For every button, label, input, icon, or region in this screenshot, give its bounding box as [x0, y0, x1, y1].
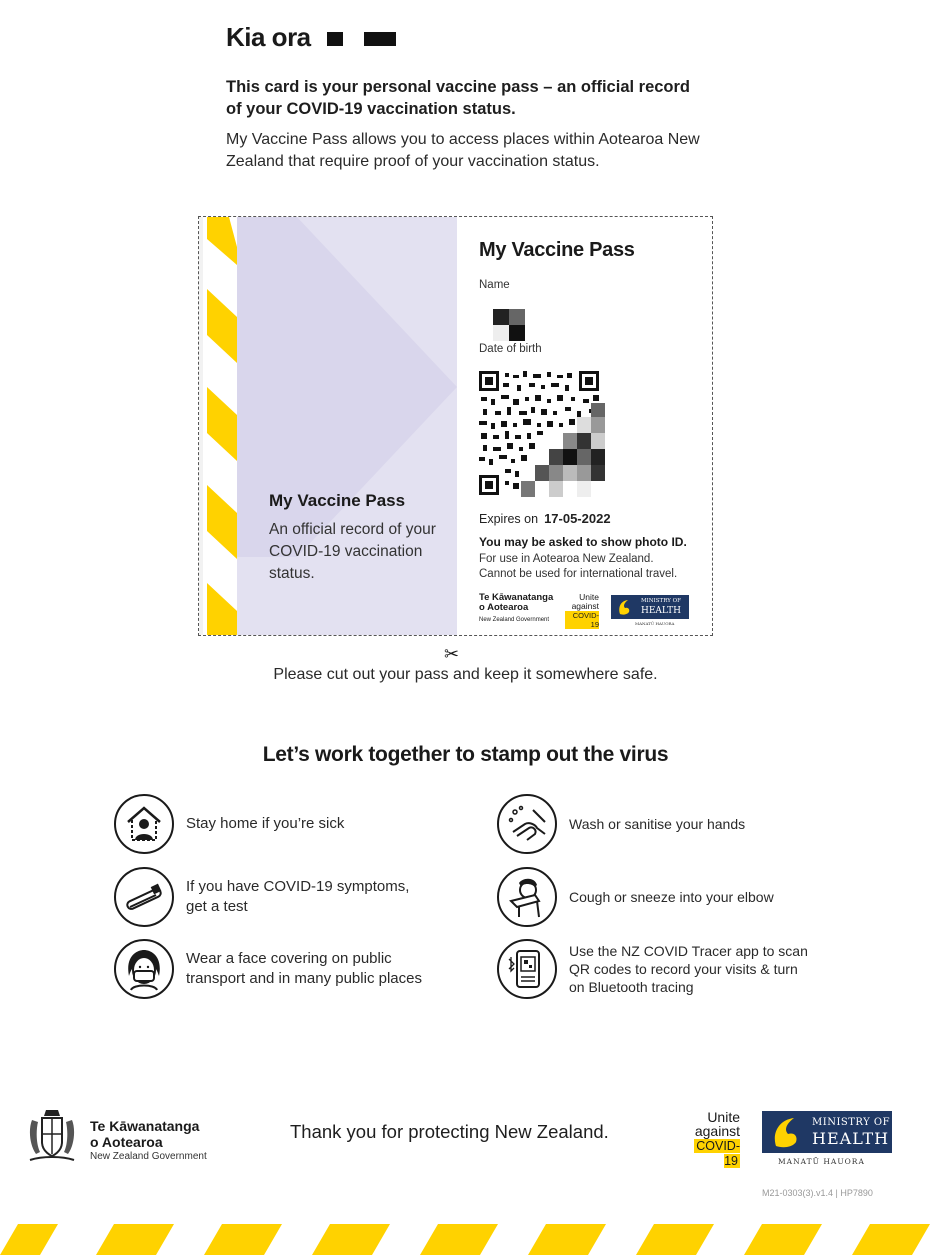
tip-cough-elbow — [497, 867, 827, 927]
card-gov-line2: o Aotearoa — [479, 602, 529, 613]
expires-value: 17-05-2022 — [544, 511, 611, 526]
vaccine-pass-card — [198, 216, 713, 636]
tip-stay-home — [114, 794, 474, 854]
qr-code — [479, 371, 605, 497]
test-swab-icon — [114, 867, 174, 927]
tip-wash-hands — [497, 794, 827, 854]
tip-text: Wear a face covering on public transport and in many public places — [186, 950, 422, 987]
card-unite-line2: against — [571, 601, 599, 611]
card-title: My Vaccine Pass — [479, 239, 635, 261]
koru-icon — [770, 1116, 802, 1148]
greeting-text: Kia ora — [226, 22, 311, 52]
card-hazard-stripe — [199, 217, 237, 635]
redacted-name-block — [327, 32, 343, 46]
tip-text: Stay home if you’re sick — [186, 815, 345, 832]
footer-gov-line3: New Zealand Government — [90, 1151, 207, 1162]
section-title: Let’s work together to stamp out the virus — [262, 743, 669, 766]
footer-gov-line2: o Aotearoa — [90, 1134, 163, 1150]
footer-moh-line3: MANATŪ HAUORA — [778, 1157, 865, 1166]
card-front-title: My Vaccine Pass — [269, 491, 406, 510]
card-back-panel — [457, 217, 712, 635]
tip-text: If you have COVID-19 symptoms, get a test — [186, 878, 410, 915]
tip-text: Use the NZ COVID Tracer app to scan QR codes to record your visits & turn on Bluetooth tracing — [569, 943, 808, 995]
card-gov-line3: New Zealand Government — [479, 617, 550, 623]
koru-icon — [616, 598, 634, 616]
house-person-icon — [114, 794, 174, 854]
tip-text: Wash or sanitise your hands — [569, 816, 746, 832]
card-front-body: An official record of your COVID-19 vaccination status. — [269, 521, 436, 582]
use-note-nz: For use in Aotearoa New Zealand. — [479, 553, 654, 565]
card-unite-line1: Unite — [579, 592, 599, 602]
thank-you-message: Thank you for protecting New Zealand. — [290, 1121, 609, 1142]
scissors-icon: ✂ — [444, 644, 460, 664]
footer-moh-line1: MINISTRY OF — [812, 1117, 891, 1128]
tip-face-covering — [114, 939, 474, 999]
footer-moh-line2: HEALTH — [812, 1129, 890, 1148]
footer-gov-line1: Te Kāwanatanga — [90, 1118, 200, 1134]
nz-government-logo — [22, 1106, 222, 1168]
greeting — [226, 22, 396, 53]
use-note-travel: Cannot be used for international travel. — [479, 568, 678, 580]
footer-unite-line2: against — [694, 1123, 740, 1139]
tracer-app-icon — [497, 939, 557, 999]
card-unite-logo — [565, 593, 599, 629]
photo-id-note: You may be asked to show photo ID. — [479, 535, 687, 549]
ministry-of-health-logo — [762, 1111, 892, 1153]
intro-body: My Vaccine Pass allows you to access places within Aotearoa New Zealand that require proof of your vaccination status. — [226, 131, 700, 170]
card-unite-line3: COVID-19 — [565, 611, 599, 629]
cut-instruction: Please cut out your pass and keep it somewhere safe. — [273, 666, 658, 683]
card-moh-line1: MINISTRY OF — [641, 598, 681, 604]
card-front-panel — [199, 217, 457, 635]
expiry — [479, 511, 611, 526]
coat-of-arms-icon — [22, 1106, 82, 1168]
cough-elbow-icon — [497, 867, 557, 927]
wash-hands-icon — [497, 794, 557, 854]
bottom-hazard-stripe — [0, 1224, 931, 1255]
card-logo-row — [479, 593, 704, 627]
card-gov-line1: Te Kāwanatanga — [479, 592, 554, 603]
tip-text: Cough or sneeze into your elbow — [569, 889, 774, 905]
redacted-name-block — [364, 32, 396, 46]
intro-heading: This card is your personal vaccine pass – an official record of your COVID-19 vaccination status. — [226, 78, 691, 118]
dob-label: Date of birth — [479, 343, 542, 355]
document-reference: M21-0303(3).v1.4 | HP7890 — [762, 1188, 873, 1198]
tip-tracer-app — [497, 939, 827, 999]
redacted-name-pixels — [493, 309, 527, 341]
card-moh-line2: HEALTH — [641, 606, 682, 616]
face-mask-icon — [114, 939, 174, 999]
unite-against-covid-logo — [682, 1110, 740, 1168]
card-moh-line3: MANATŪ HAUORA — [635, 621, 675, 626]
footer-unite-line3: COVID-19 — [696, 1139, 740, 1168]
card-gov-logo — [479, 593, 553, 625]
tip-get-test — [114, 867, 474, 927]
name-label: Name — [479, 279, 510, 291]
card-moh-logo — [611, 595, 689, 619]
footer-unite-line1: Unite — [707, 1109, 740, 1125]
expires-label: Expires on — [479, 512, 539, 526]
